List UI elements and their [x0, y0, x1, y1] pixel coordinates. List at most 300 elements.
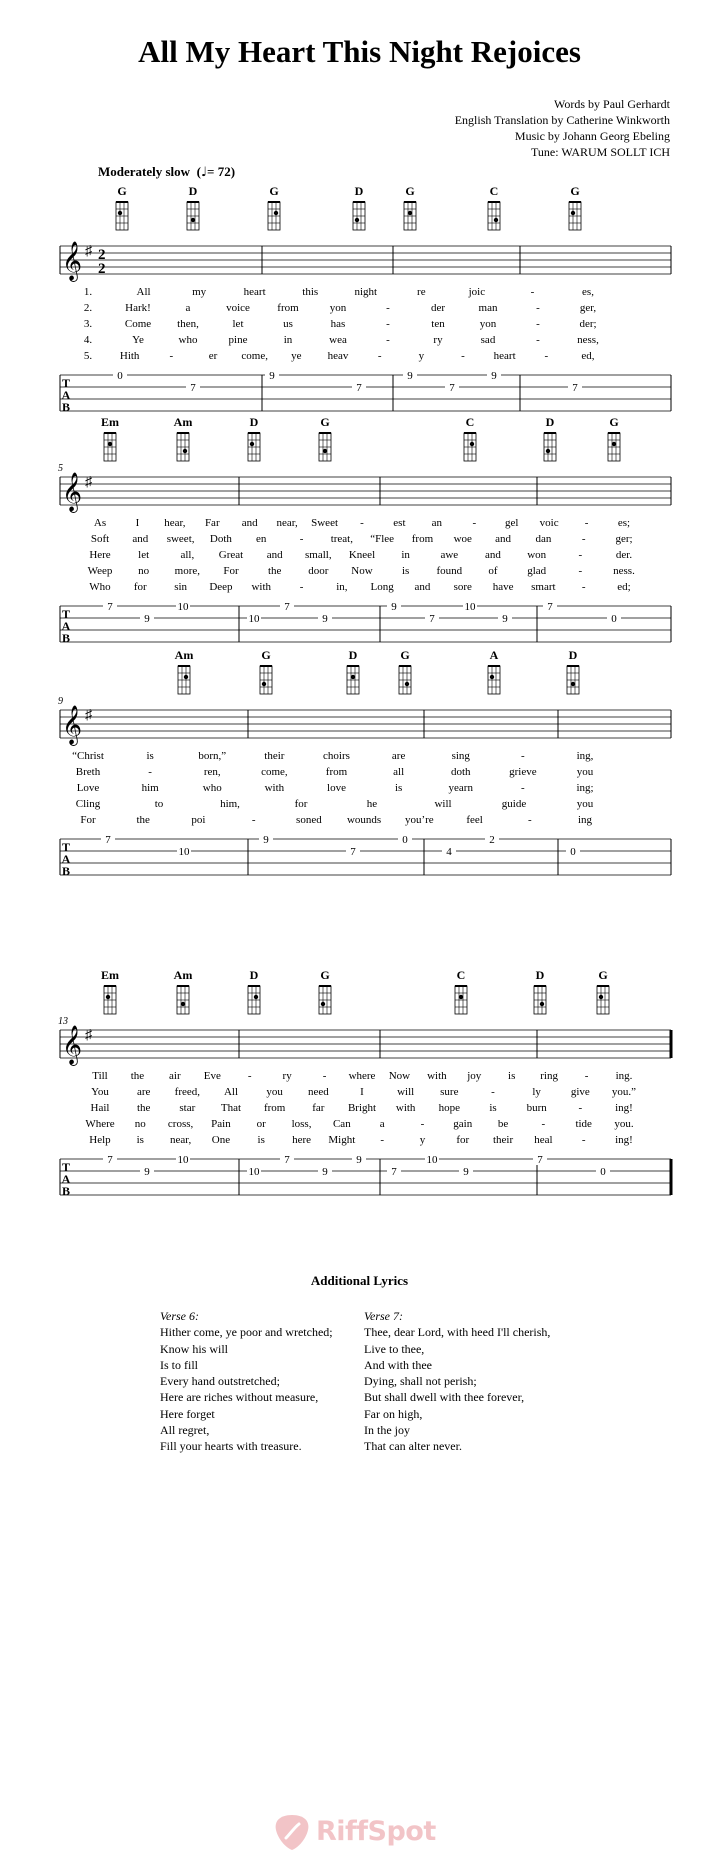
lyric-syllable: - — [420, 1118, 425, 1130]
tab-fret-number: 7 — [391, 1166, 397, 1178]
lyric-syllable: who — [202, 782, 222, 794]
lyric-syllable: in — [283, 334, 293, 346]
chord-finger-dot — [405, 682, 409, 686]
verse-7-line: That can alter never. — [364, 1439, 462, 1454]
lyric-syllable: Can — [332, 1118, 351, 1130]
lyric-syllable: - — [377, 350, 382, 362]
lyric-syllable: Where — [85, 1118, 115, 1130]
chord-name: Em — [101, 968, 119, 982]
verse-6-line: Is to fill — [160, 1357, 198, 1372]
chord-name: Am — [173, 415, 193, 429]
chord-finger-dot — [599, 995, 603, 999]
lyric-syllable: cross, — [167, 1118, 194, 1130]
lyric-syllable: ing! — [615, 1102, 633, 1114]
lyric-syllable: their — [492, 1134, 514, 1146]
lyric-syllable: ing — [577, 814, 593, 826]
lyric-syllable: - — [578, 1102, 583, 1114]
lyric-syllable: - — [380, 1134, 384, 1146]
lyric-syllable: Help — [89, 1134, 111, 1146]
lyric-syllable: re — [417, 286, 426, 298]
lyric-syllable: “Flee — [370, 533, 395, 545]
lyric-syllable: Soft — [90, 533, 110, 545]
lyric-syllable: Love — [76, 782, 100, 794]
chord-name: Em — [101, 415, 119, 429]
lyric-syllable: from — [277, 302, 299, 314]
verse-7-line: And with thee — [364, 1357, 432, 1372]
lyric-syllable: Doth — [209, 533, 232, 545]
lyric-syllable: hear, — [164, 517, 186, 529]
chord-name: G — [261, 648, 271, 662]
treble-clef-icon: 𝄞 — [62, 707, 83, 744]
chord-finger-dot — [250, 442, 254, 446]
lyric-syllable: no — [134, 1118, 146, 1130]
tempo-bracket-open: ( — [193, 164, 201, 179]
lyric-syllable: with — [251, 581, 272, 593]
lyric-syllable: heart — [243, 286, 266, 298]
lyric-syllable: As — [93, 517, 107, 529]
lyric-syllable: Bright — [347, 1102, 377, 1114]
lyric-syllable: ness. — [613, 565, 635, 577]
lyric-syllable: gel — [504, 517, 519, 529]
lyric-syllable: - — [360, 517, 364, 529]
lyric-syllable: the — [267, 565, 282, 577]
lyric-syllable: Great — [218, 549, 244, 561]
chord-finger-dot — [612, 442, 616, 446]
lyric-syllable: ry — [282, 1070, 292, 1082]
chord-name: G — [269, 184, 279, 198]
verse-6-line: Fill your hearts with treasure. — [160, 1439, 302, 1454]
sharp-key-signature-icon: ♯ — [85, 1028, 92, 1043]
chord-finger-dot — [181, 1002, 185, 1006]
tab-fret-number: 9 — [356, 1154, 362, 1166]
lyric-syllable: - — [386, 334, 390, 346]
lyric-syllable: wea — [329, 334, 347, 346]
tab-clef-letter: T — [61, 376, 71, 390]
chord-finger-dot — [571, 211, 575, 215]
time-signature-top: 2 — [98, 247, 106, 263]
tab-fret-number: 9 — [144, 613, 150, 625]
tab-fret-number: 0 — [402, 834, 408, 846]
lyric-syllable: no — [138, 565, 150, 577]
lyric-syllable: is — [489, 1102, 497, 1114]
lyric-syllable: Ye — [132, 334, 144, 346]
chord-name: G — [405, 184, 415, 198]
lyric-syllable: for — [294, 798, 308, 810]
chord-finger-dot — [108, 442, 112, 446]
tab-fret-number: 7 — [190, 382, 196, 394]
tab-fret-number: 10 — [177, 601, 189, 613]
sharp-key-signature-icon: ♯ — [85, 475, 92, 490]
lyric-syllable: Who — [89, 581, 111, 593]
verse-6-line: All regret, — [160, 1423, 210, 1438]
lyric-syllable: of — [488, 565, 498, 577]
lyric-syllable: door — [308, 565, 329, 577]
credit-translation: English Translation by Catherine Winkworth — [454, 113, 670, 127]
tempo-bpm: = 72 — [207, 164, 231, 179]
lyric-syllable: soned — [296, 814, 322, 826]
tab-fret-number: 9 — [322, 1166, 328, 1178]
lyric-syllable: come, — [261, 766, 288, 778]
verse-6-line: Here are riches without measure, — [160, 1390, 319, 1405]
tab-fret-number: 7 — [350, 846, 356, 858]
tab-clef-letter: T — [61, 840, 71, 854]
lyric-syllable: All — [136, 286, 151, 298]
verse-6-block — [160, 1308, 333, 1455]
lyric-syllable: you — [576, 766, 594, 778]
lyric-syllable: - — [461, 350, 465, 362]
lyric-syllable: near, — [169, 1134, 192, 1146]
lyric-syllable: are — [136, 1086, 151, 1098]
lyric-syllable: y — [418, 350, 425, 362]
lyric-syllable: Sweet — [311, 517, 339, 529]
chord-name: G — [609, 415, 619, 429]
lyric-syllable: and — [266, 549, 283, 561]
chord-name: A — [489, 648, 499, 662]
lyric-syllable: - — [521, 782, 525, 794]
lyric-syllable: - — [322, 1070, 327, 1082]
lyric-syllable: - — [544, 350, 549, 362]
chord-finger-dot — [571, 682, 575, 686]
lyric-syllable: heal — [534, 1134, 553, 1146]
tab-fret-number: 10 — [426, 1154, 438, 1166]
lyric-syllable: er — [208, 350, 218, 362]
lyric-syllable: let — [232, 318, 244, 330]
chord-name: C — [456, 968, 466, 982]
tab-fret-number: 7 — [572, 382, 578, 394]
lyric-syllable: ing. — [615, 1070, 633, 1082]
chord-name: D — [249, 968, 259, 982]
tab-fret-number: 7 — [537, 1154, 543, 1166]
lyric-syllable: voic — [539, 517, 559, 529]
lyric-syllable: ing! — [615, 1134, 633, 1146]
lyric-syllable: from — [411, 533, 434, 545]
lyric-syllable: he — [366, 798, 378, 810]
lyric-syllable: then, — [177, 318, 199, 330]
lyric-syllable: sad — [480, 334, 496, 346]
lyric-syllable: are — [391, 750, 406, 762]
lyric-syllable: my — [192, 286, 207, 298]
chord-name: G — [400, 648, 410, 662]
lyric-syllable: Now — [351, 565, 373, 577]
tab-fret-number: 9 — [269, 370, 275, 382]
tab-fret-number: 0 — [611, 613, 617, 625]
lyric-syllable: sore — [453, 581, 472, 593]
lyric-syllable: is — [257, 1134, 265, 1146]
tab-fret-number: 7 — [107, 1154, 113, 1166]
chord-finger-dot — [408, 211, 412, 215]
lyric-syllable: ly — [532, 1086, 541, 1098]
lyric-syllable: freed, — [174, 1086, 201, 1098]
tab-fret-number: 0 — [117, 370, 123, 382]
lyric-syllable: is — [136, 1134, 144, 1146]
tab-fret-number: 9 — [491, 370, 497, 382]
lyric-syllable: - — [581, 533, 586, 545]
lyric-syllable: y — [419, 1134, 426, 1146]
chord-finger-dot — [254, 995, 258, 999]
guitar-pick-icon — [272, 1812, 312, 1852]
lyric-syllable: found — [436, 565, 463, 577]
lyric-syllable: Pain — [211, 1118, 231, 1130]
lyric-syllable: give — [570, 1086, 590, 1098]
chord-name: G — [320, 968, 330, 982]
lyric-syllable: Here — [89, 549, 111, 561]
sharp-key-signature-icon: ♯ — [85, 244, 92, 259]
tab-clef-letter: B — [61, 631, 71, 645]
chord-finger-dot — [351, 675, 355, 679]
lyric-syllable: you.” — [611, 1086, 637, 1098]
lyric-syllable: est — [393, 517, 406, 529]
treble-clef-icon: 𝄞 — [62, 474, 83, 511]
lyric-syllable: 2. — [83, 302, 93, 314]
additional-lyrics-heading: Additional Lyrics — [310, 1273, 409, 1288]
lyric-syllable: from — [263, 1102, 286, 1114]
lyric-syllable: - — [581, 1134, 586, 1146]
chord-name: D — [348, 648, 358, 662]
credit-music: Music by Johann Georg Ebeling — [514, 129, 670, 143]
lyric-syllable: a — [379, 1118, 385, 1130]
lyric-syllable: ger; — [615, 533, 633, 545]
lyric-syllable: far — [312, 1102, 325, 1114]
verse-6-line: Hither come, ye poor and wretched; — [160, 1325, 333, 1340]
lyric-syllable: - — [584, 1070, 589, 1082]
lyric-syllable: small, — [305, 549, 332, 561]
tab-clef-letter: B — [61, 864, 71, 878]
lyric-syllable: For — [80, 814, 96, 826]
lyric-syllable: 5. — [83, 350, 93, 362]
lyric-syllable: come, — [241, 350, 268, 362]
chord-name: D — [249, 415, 259, 429]
lyric-syllable: need — [307, 1086, 329, 1098]
lyric-syllable: - — [148, 766, 152, 778]
lyric-syllable: ren, — [203, 766, 221, 778]
lyric-syllable: heart — [493, 350, 516, 362]
chord-finger-dot — [494, 218, 498, 222]
lyric-syllable: you’re — [404, 814, 434, 826]
lyric-syllable: will — [434, 798, 452, 810]
chord-name: G — [598, 968, 608, 982]
lyric-syllable: You — [91, 1086, 109, 1098]
measure-number: 9 — [58, 696, 63, 707]
lyric-syllable: Cling — [75, 798, 101, 810]
chord-name: G — [117, 184, 127, 198]
treble-clef-icon: 𝄞 — [62, 1027, 83, 1064]
lyric-syllable: gain — [453, 1118, 473, 1130]
lyric-syllable: the — [136, 1102, 151, 1114]
lyric-syllable: pine — [228, 334, 248, 346]
lyric-syllable: ness, — [577, 334, 599, 346]
lyric-syllable: - — [578, 549, 583, 561]
lyric-syllable: 1. — [83, 286, 93, 298]
lyric-syllable: Deep — [209, 581, 233, 593]
lyric-syllable: for — [133, 581, 147, 593]
lyric-syllable: ye — [291, 350, 302, 362]
time-signature-bottom: 2 — [98, 261, 106, 277]
lyric-syllable: the — [130, 1070, 145, 1082]
tab-clef-letter: A — [61, 388, 71, 402]
chord-name: Am — [173, 968, 193, 982]
verse-7-line: But shall dwell with thee forever, — [364, 1390, 525, 1405]
lyric-syllable: All — [223, 1086, 239, 1098]
lyric-syllable: is — [401, 565, 410, 577]
lyric-syllable: here — [292, 1134, 312, 1146]
credit-tune: Tune: WARUM SOLLT ICH — [530, 145, 670, 159]
lyric-syllable: smart — [531, 581, 556, 593]
chord-finger-dot — [321, 1002, 325, 1006]
lyric-syllable: choirs — [323, 750, 350, 762]
tab-fret-number: 0 — [600, 1166, 606, 1178]
lyric-syllable: Hith — [119, 350, 140, 362]
lyric-syllable: ry — [433, 334, 443, 346]
lyric-syllable: where — [348, 1070, 376, 1082]
lyric-syllable: you — [266, 1086, 283, 1098]
lyric-syllable: For — [223, 565, 239, 577]
tab-fret-number: 9 — [322, 613, 328, 625]
lyric-syllable: - — [299, 581, 304, 593]
tab-fret-number: 9 — [263, 834, 269, 846]
chord-finger-dot — [184, 675, 188, 679]
lyric-syllable: es, — [582, 286, 594, 298]
lyric-syllable: 3. — [83, 318, 93, 330]
lyric-syllable: - — [247, 1070, 252, 1082]
lyric-syllable: - — [530, 286, 535, 298]
lyric-syllable: - — [491, 1086, 495, 1098]
tab-fret-number: 10 — [464, 601, 476, 613]
lyric-syllable: ger, — [579, 302, 597, 314]
chord-name: D — [568, 648, 578, 662]
lyric-syllable: Now — [388, 1070, 411, 1082]
lyric-syllable: yon — [329, 302, 347, 314]
brand-name: RiffSpot — [316, 1816, 436, 1847]
credit-words: Words by Paul Gerhardt — [553, 97, 670, 111]
lyric-syllable: ed, — [581, 350, 595, 362]
lyric-syllable: - — [299, 533, 304, 545]
chord-finger-dot — [262, 682, 266, 686]
lyric-syllable: Kneel — [348, 549, 376, 561]
lyric-syllable: with — [395, 1102, 416, 1114]
lyric-syllable: sing — [451, 750, 470, 762]
treble-clef-icon: 𝄞 — [62, 243, 83, 280]
lyric-syllable: Come — [124, 318, 152, 330]
tab-fret-number: 7 — [284, 1154, 290, 1166]
lyric-syllable: sure — [440, 1086, 459, 1098]
lyric-syllable: wounds — [346, 814, 382, 826]
lyric-syllable: more, — [174, 565, 201, 577]
lyric-syllable: heav — [327, 350, 349, 362]
lyric-syllable: and — [495, 533, 512, 545]
lyric-syllable: poi — [191, 814, 206, 826]
lyric-syllable: Breth — [75, 766, 101, 778]
measure-number: 13 — [58, 1016, 68, 1027]
lyric-syllable: loss, — [291, 1118, 312, 1130]
lyric-syllable: with — [427, 1070, 447, 1082]
quarter-note-icon: ♩ — [200, 165, 208, 180]
lyric-syllable: - — [386, 318, 390, 330]
tab-clef-letter: A — [61, 1172, 71, 1186]
tab-fret-number: 7 — [105, 834, 111, 846]
lyric-syllable: voice — [226, 302, 250, 314]
verse-7-line: Live to thee, — [364, 1341, 425, 1356]
tempo-bracket-close: ) — [230, 164, 236, 179]
lyric-syllable: en — [256, 533, 267, 545]
lyric-syllable: their — [264, 750, 285, 762]
song-title: All My Heart This Night Rejoices — [138, 34, 581, 69]
lyric-syllable: woe — [453, 533, 472, 545]
lyric-syllable: ring — [540, 1070, 559, 1082]
lyric-syllable: der — [430, 302, 446, 314]
chord-finger-dot — [118, 211, 122, 215]
lyric-syllable: “Christ — [72, 750, 104, 762]
tab-fret-number: 7 — [356, 382, 362, 394]
lyric-syllable: you — [576, 798, 594, 810]
tab-fret-number: 9 — [463, 1166, 469, 1178]
lyric-syllable: Eve — [203, 1070, 221, 1082]
lyric-syllable: from — [325, 766, 348, 778]
lyric-syllable: guide — [501, 798, 527, 810]
chord-name: D — [354, 184, 364, 198]
lyric-syllable: all — [393, 766, 405, 778]
verse-7-line: In the joy — [364, 1423, 410, 1438]
lyric-syllable: - — [527, 814, 532, 826]
lyric-syllable: Hail — [90, 1102, 110, 1114]
lyric-syllable: ing; — [576, 782, 594, 794]
tab-fret-number: 10 — [178, 846, 190, 858]
lyric-syllable: ing, — [576, 750, 594, 762]
lyric-syllable: One — [211, 1134, 231, 1146]
tab-clef-letter: T — [61, 1160, 71, 1174]
chord-name: G — [320, 415, 330, 429]
lyric-syllable: him, — [220, 798, 240, 810]
verse-6-line: Know his will — [160, 1341, 229, 1356]
verse-7-label: Verse 7: — [364, 1309, 403, 1323]
lyric-syllable: is — [394, 782, 403, 794]
lyric-syllable: joy — [467, 1070, 482, 1082]
lyric-syllable: - — [584, 517, 589, 529]
chord-finger-dot — [183, 449, 187, 453]
lyric-syllable: Hark! — [125, 302, 151, 314]
tab-fret-number: 10 — [248, 613, 260, 625]
tab-fret-number: 9 — [144, 1166, 150, 1178]
lyric-syllable: and — [485, 549, 501, 561]
lyric-syllable: will — [397, 1086, 415, 1098]
lyric-syllable: I — [135, 517, 140, 529]
lyric-syllable: a — [185, 302, 191, 314]
chord-finger-dot — [274, 211, 278, 215]
riffspot-logo[interactable] — [272, 1812, 452, 1852]
lyric-syllable: - — [521, 750, 525, 762]
lyric-syllable: feel — [466, 814, 483, 826]
lyric-syllable: for — [456, 1134, 470, 1146]
lyric-syllable: won — [527, 549, 547, 561]
lyric-syllable: 4. — [83, 334, 93, 346]
chord-finger-dot — [191, 218, 195, 222]
chord-finger-dot — [106, 995, 110, 999]
tab-fret-number: 10 — [177, 1154, 189, 1166]
lyric-syllable: born,” — [198, 750, 227, 762]
tab-fret-number: 7 — [284, 601, 290, 613]
lyric-syllable: ten — [431, 318, 445, 330]
lyric-syllable: treat, — [330, 533, 353, 545]
chord-name: G — [570, 184, 580, 198]
lyric-syllable: in — [401, 549, 410, 561]
chord-finger-dot — [546, 449, 550, 453]
lyric-syllable: is — [146, 750, 154, 762]
sharp-key-signature-icon: ♯ — [85, 708, 92, 723]
lyric-syllable: yon — [479, 318, 497, 330]
lyric-syllable: or — [256, 1118, 266, 1130]
lyric-syllable: him — [141, 782, 159, 794]
lyric-syllable: I — [360, 1086, 364, 1098]
lyric-syllable: burn — [526, 1102, 547, 1114]
